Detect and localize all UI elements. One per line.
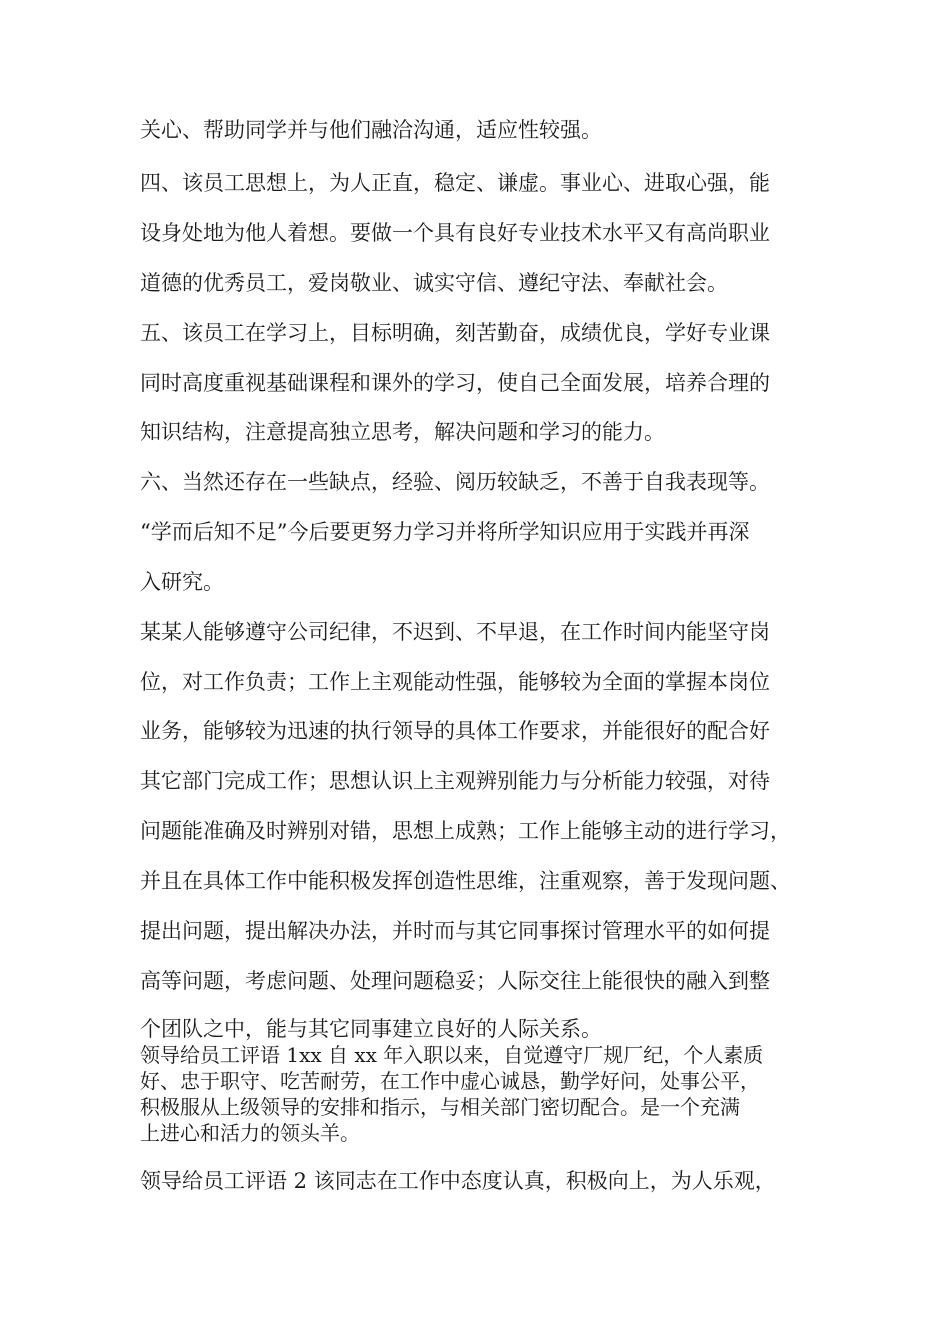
text-line: 并且在具体工作中能积极发挥创造性思维，注重观察，善于发现问题、 [140, 869, 791, 893]
text-line: 领导给员工评语 1xx 自 xx 年入职以来，自觉遵守厂规厂纪，个人素质 [140, 1043, 764, 1067]
text-line: 六、当然还存在一些缺点，经验、阅历较缺乏，不善于自我表现等。 [140, 470, 770, 494]
text-line: 问题能准确及时辨别对错，思想上成熟；工作上能够主动的进行学习， [140, 819, 791, 843]
text-line: 关心、帮助同学并与他们融洽沟通，适应性较强。 [140, 118, 602, 142]
text-line: 入研究。 [140, 570, 224, 594]
text-line: 位，对工作负责；工作上主观能动性强，能够较为全面的掌握本岗位 [140, 670, 770, 694]
text-line: 知识结构，注意提高独立思考，解决问题和学习的能力。 [140, 420, 665, 444]
text-line: 业务，能够较为迅速的执行领导的具体工作要求，并能很好的配合好 [140, 719, 770, 743]
text-line: 上进心和活力的领头羊。 [140, 1121, 360, 1145]
comment-paragraph-2: 领导给员工评语 2 该同志在工作中态度认真，积极向上，为人乐观， [140, 1169, 776, 1193]
text-line: 积极服从上级领导的安排和指示，与相关部门密切配合。是一个充满 [140, 1095, 740, 1119]
text-line: “学而后知不足”今后要更努力学习并将所学知识应用于实践并再深 [140, 520, 750, 544]
text-line: 同时高度重视基础课程和课外的学习，使自己全面发展，培养合理的 [140, 371, 770, 395]
text-line: 其它部门完成工作；思想认识上主观辨别能力与分析能力较强，对待 [140, 769, 770, 793]
text-line: 提出问题，提出解决办法，并时而与其它同事探讨管理水平的如何提 [140, 919, 770, 943]
text-line: 高等问题，考虑问题、处理问题稳妥；人际交往上能很快的融入到整 [140, 969, 770, 993]
text-line: 四、该员工思想上，为人正直，稳定、谦虚。事业心、进取心强，能 [140, 171, 770, 195]
comment-paragraph-1 [140, 1042, 830, 1146]
text-line: 个团队之中，能与其它同事建立良好的人际关系。 [140, 1017, 602, 1041]
text-line: 好、忠于职守、吃苦耐劳，在工作中虚心诚恳，勤学好问，处事公平， [140, 1069, 760, 1093]
text-line: 设身处地为他人着想。要做一个具有良好专业技术水平又有高尚职业 [140, 221, 770, 245]
text-line: 五、该员工在学习上，目标明确，刻苦勤奋，成绩优良，学好专业课 [140, 321, 770, 345]
text-line: 道德的优秀员工，爱岗敬业、诚实守信、遵纪守法、奉献社会。 [140, 271, 728, 295]
text-line: 某某人能够遵守公司纪律，不迟到、不早退，在工作时间内能坚守岗 [140, 620, 770, 644]
